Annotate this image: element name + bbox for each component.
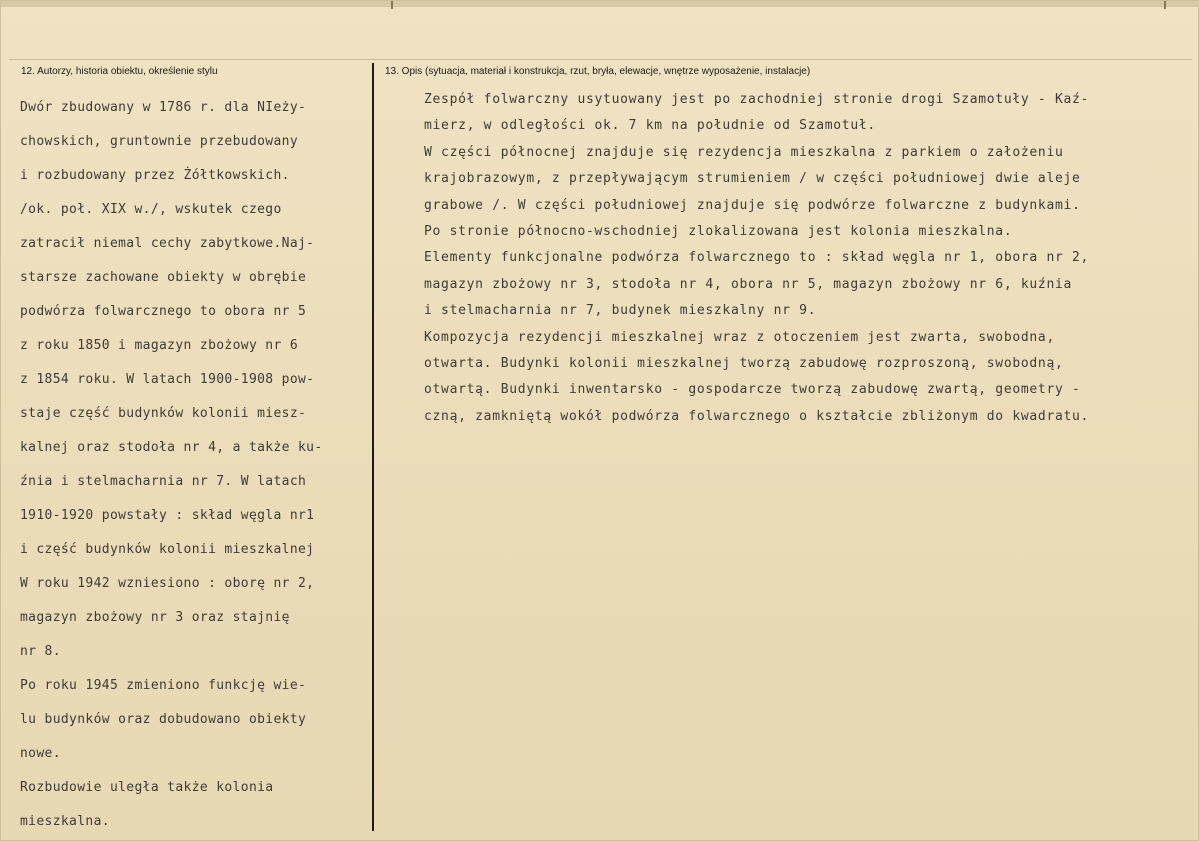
text-line: grabowe /. W części południowej znajduje się podwórze folwarczne z budynkami. <box>424 197 1081 213</box>
top-edge-mark <box>1164 1 1166 9</box>
text-line: lu budynków oraz dobudowano obiekty <box>20 712 307 727</box>
text-line: i rozbudowany przez Żółtkowskich. <box>20 168 290 183</box>
text-line: Zespół folwarczny usytuowany jest po zachodniej stronie drogi Szamotuły - Kaź- <box>424 92 1090 107</box>
section-12-text <box>20 91 323 839</box>
text-line: i stelmacharnia nr 7, budynek mieszkalny nr 9. <box>424 303 817 319</box>
text-line: magazyn zbożowy nr 3 oraz stajnię <box>20 610 290 625</box>
text-line: z 1854 roku. W latach 1900-1908 pow- <box>20 372 315 387</box>
text-line: 1910-1920 powstały : skład węgla nr1 <box>20 508 315 523</box>
text-line: czną, zamkniętą wokół podwórza folwarcznego o kształcie zbliżonym do kwadratu. <box>424 408 1090 424</box>
top-edge-band <box>1 1 1199 7</box>
text-line: podwórza folwarcznego to obora nr 5 <box>20 304 307 319</box>
text-line: Kompozycja rezydencji mieszkalnej wraz z otoczeniem jest zwarta, swobodna, <box>424 329 1055 345</box>
text-line: mieszkalna. <box>20 814 110 829</box>
text-line: magazyn zbożowy nr 3, stodoła nr 4, obora nr 5, magazyn zbożowy nr 6, kuźnia <box>424 276 1073 292</box>
text-line: kalnej oraz stodoła nr 4, a także ku- <box>20 440 323 455</box>
top-edge-mark <box>391 1 393 9</box>
column-divider <box>372 63 374 831</box>
text-line: Po roku 1945 zmieniono funkcję wie- <box>20 678 307 693</box>
text-line: Po stronie północno-wschodniej zlokalizowana jest kolonia mieszkalna. <box>424 223 1013 239</box>
text-line: nowe. <box>20 746 61 761</box>
text-line: zatracił niemal cechy zabytkowe.Naj- <box>20 236 315 251</box>
text-line: starsze zachowane obiekty w obrębie <box>20 270 307 285</box>
text-line: Dwór zbudowany w 1786 r. dla NIeży- <box>20 100 307 115</box>
text-line: i część budynków kolonii mieszkalnej <box>20 542 315 557</box>
text-line: W roku 1942 wzniesiono : oborę nr 2, <box>20 576 315 591</box>
text-line: nr 8. <box>20 644 61 659</box>
section-13-text <box>424 87 1089 430</box>
text-line: Rozbudowie uległa także kolonia <box>20 780 274 795</box>
section-12-heading: 12. Autorzy, historia obiektu, określenie stylu <box>21 66 218 77</box>
text-line: z roku 1850 i magazyn zbożowy nr 6 <box>20 338 299 353</box>
text-line: W części północnej znajduje się rezydencja mieszkalna z parkiem o założeniu <box>424 144 1064 160</box>
text-line: chowskich, gruntownie przebudowany <box>20 134 299 149</box>
text-line: Elementy funkcjonalne podwórza folwarcznego to : skład węgla nr 1, obora nr 2, <box>424 250 1090 266</box>
text-line: źnia i stelmacharnia nr 7. W latach <box>20 474 307 489</box>
text-line: /ok. poł. XIX w./, wskutek czego <box>20 202 282 217</box>
text-line: otwarta. Budynki kolonii mieszkalnej tworzą zabudowę rozproszoną, swobodną, <box>424 355 1064 371</box>
text-line: staje część budynków kolonii miesz- <box>20 406 307 421</box>
section-13-heading: 13. Opis (sytuacja, materiał i konstrukcja, rzut, bryła, elewacje, wnętrze wyposażenie, instalacje) <box>385 66 811 77</box>
text-line: mierz, w odległości ok. 7 km na południe od Szamotuł. <box>424 118 876 134</box>
text-line: krajobrazowym, z przepływającym strumieniem / w części południowej dwie aleje <box>424 171 1081 187</box>
text-line: otwartą. Budynki inwentarsko - gospodarcze tworzą zabudowę zwartą, geometry - <box>424 382 1081 398</box>
header-rule <box>9 59 1192 60</box>
